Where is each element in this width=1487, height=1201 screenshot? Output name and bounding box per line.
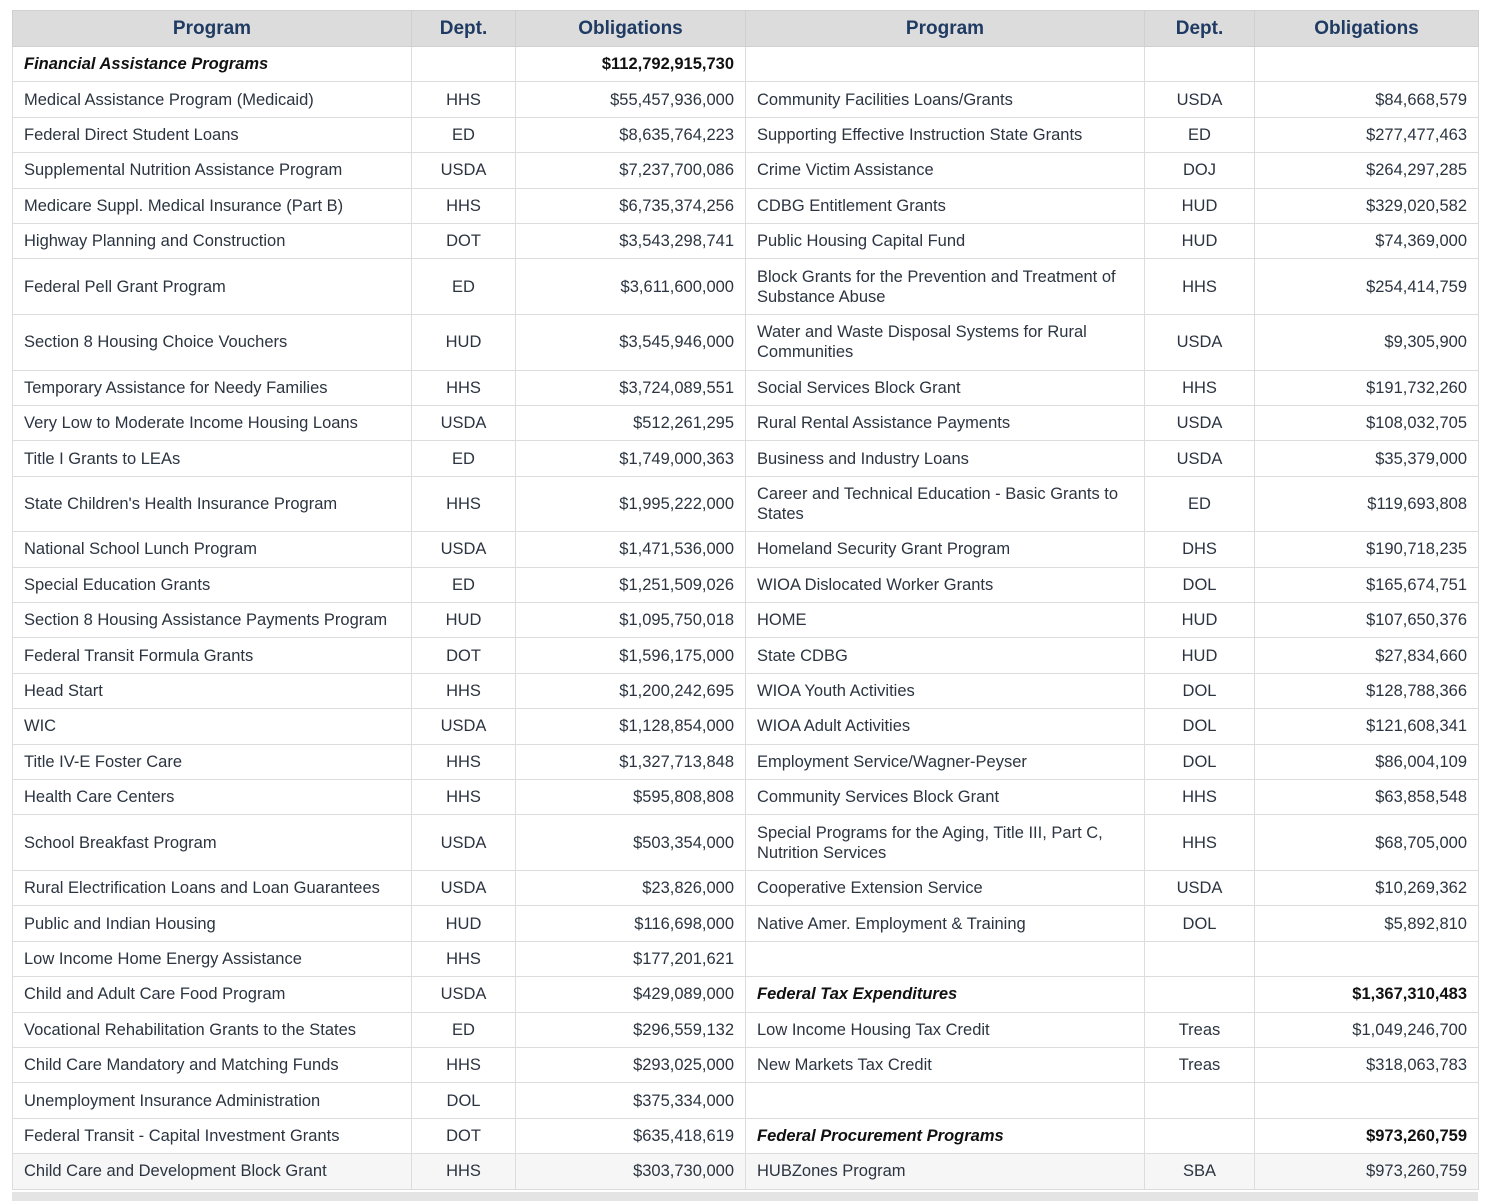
- program-cell: Title IV-E Foster Care: [13, 744, 412, 779]
- table-row: [13, 871, 1479, 906]
- dept-cell: USDA: [412, 709, 516, 744]
- program-cell-right: WIOA Adult Activities: [746, 709, 1145, 744]
- table-row: [13, 223, 1479, 258]
- dept-cell-right: Treas: [1145, 1012, 1255, 1047]
- program-obligations-table-container: [12, 10, 1478, 1190]
- program-cell: Rural Electrification Loans and Loan Guarantees: [13, 871, 412, 906]
- program-cell-right: HUBZones Program: [746, 1154, 1145, 1189]
- program-cell-right: Social Services Block Grant: [746, 370, 1145, 405]
- header-row: [13, 11, 1479, 47]
- obligations-cell-right: $318,063,783: [1255, 1047, 1479, 1082]
- program-cell: Federal Transit Formula Grants: [13, 638, 412, 673]
- obligations-cell: $3,545,946,000: [516, 314, 746, 370]
- dept-cell-right: HUD: [1145, 188, 1255, 223]
- dept-cell: ED: [412, 1012, 516, 1047]
- table-body: [13, 47, 1479, 1190]
- program-cell: Child Care and Development Block Grant: [13, 1154, 412, 1189]
- dept-cell: USDA: [412, 153, 516, 188]
- table-row: [13, 1154, 1479, 1189]
- dept-cell: USDA: [412, 532, 516, 567]
- obligations-cell: $293,025,000: [516, 1047, 746, 1082]
- program-cell: Head Start: [13, 673, 412, 708]
- program-cell: Federal Transit - Capital Investment Grants: [13, 1118, 412, 1153]
- table-row: [13, 941, 1479, 976]
- program-cell-right: [746, 941, 1145, 976]
- obligations-cell: $429,089,000: [516, 977, 746, 1012]
- program-cell-right: New Markets Tax Credit: [746, 1047, 1145, 1082]
- dept-cell-right: DHS: [1145, 532, 1255, 567]
- dept-cell-right: DOJ: [1145, 153, 1255, 188]
- obligations-cell-right: [1255, 941, 1479, 976]
- obligations-cell: $55,457,936,000: [516, 82, 746, 117]
- obligations-cell-right: $35,379,000: [1255, 441, 1479, 476]
- dept-cell-right: USDA: [1145, 82, 1255, 117]
- dept-cell: USDA: [412, 977, 516, 1012]
- obligations-cell-right: $973,260,759: [1255, 1154, 1479, 1189]
- obligations-cell-right: $1,367,310,483: [1255, 977, 1479, 1012]
- program-cell: Unemployment Insurance Administration: [13, 1083, 412, 1118]
- dept-cell: HUD: [412, 906, 516, 941]
- dept-cell-right: SBA: [1145, 1154, 1255, 1189]
- obligations-cell-right: $264,297,285: [1255, 153, 1479, 188]
- obligations-cell-right: $119,693,808: [1255, 476, 1479, 532]
- obligations-cell-right: $973,260,759: [1255, 1118, 1479, 1153]
- obligations-cell: $3,724,089,551: [516, 370, 746, 405]
- program-cell: Child Care Mandatory and Matching Funds: [13, 1047, 412, 1082]
- obligations-cell-right: $329,020,582: [1255, 188, 1479, 223]
- program-cell-right: State CDBG: [746, 638, 1145, 673]
- obligations-cell: $375,334,000: [516, 1083, 746, 1118]
- header-obligations: Obligations: [516, 11, 746, 47]
- program-cell-right: Career and Technical Education - Basic Grants to States: [746, 476, 1145, 532]
- obligations-cell-right: $108,032,705: [1255, 405, 1479, 440]
- obligations-cell: $3,543,298,741: [516, 223, 746, 258]
- dept-cell-right: HUD: [1145, 223, 1255, 258]
- table-row: [13, 744, 1479, 779]
- program-cell-right: Block Grants for the Prevention and Treatment of Substance Abuse: [746, 259, 1145, 315]
- dept-cell-right: DOL: [1145, 673, 1255, 708]
- program-cell-right: Special Programs for the Aging, Title III, Part C, Nutrition Services: [746, 815, 1145, 871]
- table-row: [13, 47, 1479, 82]
- dept-cell: DOL: [412, 1083, 516, 1118]
- dept-cell-right: USDA: [1145, 441, 1255, 476]
- dept-cell-right: HHS: [1145, 259, 1255, 315]
- program-cell: State Children's Health Insurance Program: [13, 476, 412, 532]
- obligations-cell: $1,327,713,848: [516, 744, 746, 779]
- program-cell-right: HOME: [746, 603, 1145, 638]
- obligations-cell-right: $68,705,000: [1255, 815, 1479, 871]
- table-row: [13, 82, 1479, 117]
- program-cell-right: WIOA Youth Activities: [746, 673, 1145, 708]
- obligations-cell-right: $190,718,235: [1255, 532, 1479, 567]
- obligations-cell: $1,749,000,363: [516, 441, 746, 476]
- program-cell: Child and Adult Care Food Program: [13, 977, 412, 1012]
- obligations-cell-right: $27,834,660: [1255, 638, 1479, 673]
- dept-cell-right: USDA: [1145, 405, 1255, 440]
- dept-cell-right: HUD: [1145, 603, 1255, 638]
- program-cell: Financial Assistance Programs: [13, 47, 412, 82]
- program-cell: Health Care Centers: [13, 780, 412, 815]
- dept-cell-right: [1145, 1083, 1255, 1118]
- obligations-cell-right: $191,732,260: [1255, 370, 1479, 405]
- dept-cell: HHS: [412, 941, 516, 976]
- obligations-cell: $112,792,915,730: [516, 47, 746, 82]
- table-row: [13, 780, 1479, 815]
- program-cell: Federal Pell Grant Program: [13, 259, 412, 315]
- dept-cell-right: USDA: [1145, 871, 1255, 906]
- table-row: [13, 815, 1479, 871]
- obligations-cell-right: $277,477,463: [1255, 117, 1479, 152]
- obligations-cell: $635,418,619: [516, 1118, 746, 1153]
- dept-cell-right: [1145, 941, 1255, 976]
- program-cell-right: [746, 1083, 1145, 1118]
- dept-cell: HUD: [412, 314, 516, 370]
- program-cell: Temporary Assistance for Needy Families: [13, 370, 412, 405]
- program-cell-right: WIOA Dislocated Worker Grants: [746, 567, 1145, 602]
- program-cell: Federal Direct Student Loans: [13, 117, 412, 152]
- dept-cell: ED: [412, 441, 516, 476]
- dept-cell: HHS: [412, 1047, 516, 1082]
- table-row: [13, 405, 1479, 440]
- dept-cell: HHS: [412, 476, 516, 532]
- dept-cell: DOT: [412, 638, 516, 673]
- obligations-cell: $1,995,222,000: [516, 476, 746, 532]
- program-cell-right: Supporting Effective Instruction State Grants: [746, 117, 1145, 152]
- table-row: [13, 1047, 1479, 1082]
- program-cell: Medicare Suppl. Medical Insurance (Part B): [13, 188, 412, 223]
- obligations-cell: $503,354,000: [516, 815, 746, 871]
- obligations-cell: $7,237,700,086: [516, 153, 746, 188]
- obligations-cell: $116,698,000: [516, 906, 746, 941]
- table-continuation-edge: [12, 1192, 1478, 1201]
- header-dept: Dept.: [412, 11, 516, 47]
- obligations-cell: $303,730,000: [516, 1154, 746, 1189]
- header-program: Program: [13, 11, 412, 47]
- obligations-cell-right: [1255, 1083, 1479, 1118]
- table-row: [13, 1012, 1479, 1047]
- dept-cell-right: Treas: [1145, 1047, 1255, 1082]
- table-row: [13, 153, 1479, 188]
- program-cell: Public and Indian Housing: [13, 906, 412, 941]
- dept-cell: USDA: [412, 871, 516, 906]
- obligations-cell-right: $5,892,810: [1255, 906, 1479, 941]
- dept-cell: ED: [412, 117, 516, 152]
- dept-cell-right: HHS: [1145, 815, 1255, 871]
- obligations-cell: $595,808,808: [516, 780, 746, 815]
- program-cell-right: Crime Victim Assistance: [746, 153, 1145, 188]
- obligations-cell: $1,251,509,026: [516, 567, 746, 602]
- dept-cell: HHS: [412, 82, 516, 117]
- program-cell: Highway Planning and Construction: [13, 223, 412, 258]
- program-cell: Low Income Home Energy Assistance: [13, 941, 412, 976]
- program-cell-right: Homeland Security Grant Program: [746, 532, 1145, 567]
- dept-cell-right: [1145, 1118, 1255, 1153]
- program-cell: Very Low to Moderate Income Housing Loans: [13, 405, 412, 440]
- header-obligations-right: Obligations: [1255, 11, 1479, 47]
- program-cell-right: Business and Industry Loans: [746, 441, 1145, 476]
- obligations-cell-right: $165,674,751: [1255, 567, 1479, 602]
- program-cell-right: Community Facilities Loans/Grants: [746, 82, 1145, 117]
- obligations-cell: $1,596,175,000: [516, 638, 746, 673]
- dept-cell-right: DOL: [1145, 567, 1255, 602]
- program-cell-right: Low Income Housing Tax Credit: [746, 1012, 1145, 1047]
- dept-cell: HUD: [412, 603, 516, 638]
- table-row: [13, 476, 1479, 532]
- dept-cell-right: [1145, 977, 1255, 1012]
- dept-cell: HHS: [412, 780, 516, 815]
- program-cell: WIC: [13, 709, 412, 744]
- dept-cell: HHS: [412, 744, 516, 779]
- dept-cell: HHS: [412, 188, 516, 223]
- dept-cell: [412, 47, 516, 82]
- program-cell: Supplemental Nutrition Assistance Program: [13, 153, 412, 188]
- dept-cell-right: ED: [1145, 476, 1255, 532]
- table-row: [13, 977, 1479, 1012]
- obligations-cell: $296,559,132: [516, 1012, 746, 1047]
- program-obligations-table: [12, 10, 1479, 1190]
- obligations-cell-right: $63,858,548: [1255, 780, 1479, 815]
- program-cell-right: Federal Procurement Programs: [746, 1118, 1145, 1153]
- obligations-cell: $1,471,536,000: [516, 532, 746, 567]
- obligations-cell-right: $1,049,246,700: [1255, 1012, 1479, 1047]
- dept-cell-right: HHS: [1145, 780, 1255, 815]
- dept-cell-right: HHS: [1145, 370, 1255, 405]
- program-cell: Special Education Grants: [13, 567, 412, 602]
- table-row: [13, 709, 1479, 744]
- table-row: [13, 532, 1479, 567]
- table-row: [13, 1118, 1479, 1153]
- dept-cell-right: DOL: [1145, 709, 1255, 744]
- table-row: [13, 603, 1479, 638]
- table-row: [13, 638, 1479, 673]
- dept-cell: ED: [412, 567, 516, 602]
- table-row: [13, 188, 1479, 223]
- dept-cell-right: HUD: [1145, 638, 1255, 673]
- dept-cell-right: ED: [1145, 117, 1255, 152]
- dept-cell: HHS: [412, 673, 516, 708]
- table-row: [13, 259, 1479, 315]
- obligations-cell-right: $121,608,341: [1255, 709, 1479, 744]
- program-cell: Medical Assistance Program (Medicaid): [13, 82, 412, 117]
- obligations-cell-right: $107,650,376: [1255, 603, 1479, 638]
- dept-cell-right: DOL: [1145, 906, 1255, 941]
- program-cell: Vocational Rehabilitation Grants to the States: [13, 1012, 412, 1047]
- table-row: [13, 441, 1479, 476]
- obligations-cell-right: $9,305,900: [1255, 314, 1479, 370]
- program-cell-right: [746, 47, 1145, 82]
- program-cell-right: Community Services Block Grant: [746, 780, 1145, 815]
- table-row: [13, 673, 1479, 708]
- program-cell-right: Employment Service/Wagner-Peyser: [746, 744, 1145, 779]
- obligations-cell: $1,128,854,000: [516, 709, 746, 744]
- dept-cell: USDA: [412, 815, 516, 871]
- program-cell-right: Public Housing Capital Fund: [746, 223, 1145, 258]
- table-row: [13, 370, 1479, 405]
- program-cell-right: CDBG Entitlement Grants: [746, 188, 1145, 223]
- program-cell-right: Water and Waste Disposal Systems for Rural Communities: [746, 314, 1145, 370]
- dept-cell-right: DOL: [1145, 744, 1255, 779]
- obligations-cell-right: $10,269,362: [1255, 871, 1479, 906]
- table-row: [13, 1083, 1479, 1118]
- program-cell: National School Lunch Program: [13, 532, 412, 567]
- obligations-cell: $512,261,295: [516, 405, 746, 440]
- dept-cell-right: [1145, 47, 1255, 82]
- program-cell: Title I Grants to LEAs: [13, 441, 412, 476]
- program-cell-right: Native Amer. Employment & Training: [746, 906, 1145, 941]
- header-dept-right: Dept.: [1145, 11, 1255, 47]
- obligations-cell: $8,635,764,223: [516, 117, 746, 152]
- obligations-cell-right: $254,414,759: [1255, 259, 1479, 315]
- obligations-cell: $6,735,374,256: [516, 188, 746, 223]
- program-cell: Section 8 Housing Assistance Payments Program: [13, 603, 412, 638]
- program-cell-right: Federal Tax Expenditures: [746, 977, 1145, 1012]
- dept-cell: USDA: [412, 405, 516, 440]
- dept-cell-right: USDA: [1145, 314, 1255, 370]
- dept-cell: ED: [412, 259, 516, 315]
- obligations-cell-right: [1255, 47, 1479, 82]
- program-cell: School Breakfast Program: [13, 815, 412, 871]
- obligations-cell: $1,200,242,695: [516, 673, 746, 708]
- dept-cell: DOT: [412, 1118, 516, 1153]
- obligations-cell: $3,611,600,000: [516, 259, 746, 315]
- obligations-cell: $23,826,000: [516, 871, 746, 906]
- obligations-cell-right: $128,788,366: [1255, 673, 1479, 708]
- table-row: [13, 567, 1479, 602]
- obligations-cell: $1,095,750,018: [516, 603, 746, 638]
- table-row: [13, 906, 1479, 941]
- program-cell: Section 8 Housing Choice Vouchers: [13, 314, 412, 370]
- header-program-right: Program: [746, 11, 1145, 47]
- obligations-cell: $177,201,621: [516, 941, 746, 976]
- program-cell-right: Cooperative Extension Service: [746, 871, 1145, 906]
- program-cell-right: Rural Rental Assistance Payments: [746, 405, 1145, 440]
- obligations-cell-right: $84,668,579: [1255, 82, 1479, 117]
- obligations-cell-right: $74,369,000: [1255, 223, 1479, 258]
- table-row: [13, 314, 1479, 370]
- dept-cell: HHS: [412, 1154, 516, 1189]
- dept-cell: HHS: [412, 370, 516, 405]
- obligations-cell-right: $86,004,109: [1255, 744, 1479, 779]
- dept-cell: DOT: [412, 223, 516, 258]
- table-row: [13, 117, 1479, 152]
